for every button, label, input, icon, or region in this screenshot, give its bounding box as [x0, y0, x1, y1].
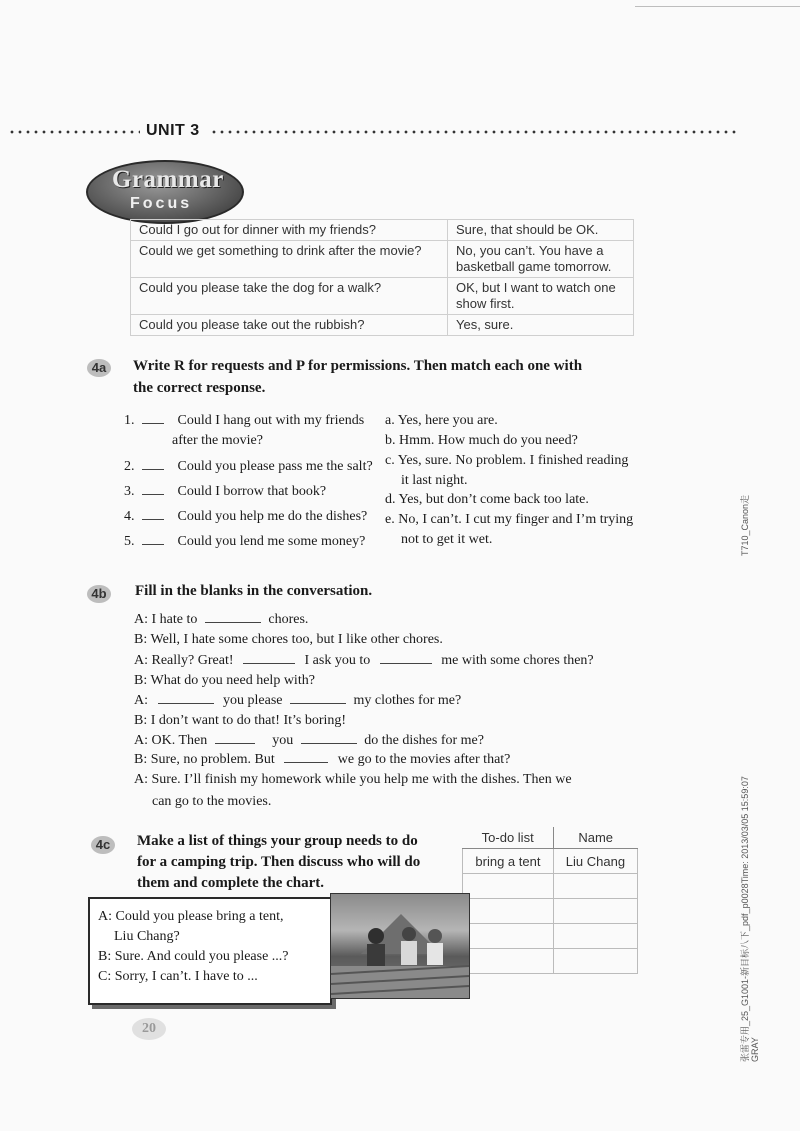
camping-photo-illustration [331, 894, 469, 998]
dialogue-line-2: B: Well, I hate some chores too, but I like other chores. [134, 632, 443, 647]
line-text: A: [134, 693, 148, 708]
column-header: Name [553, 827, 637, 849]
table-cell: Yes, sure. [448, 315, 634, 336]
question-number: 5. [124, 534, 135, 549]
response-c [385, 451, 628, 471]
question-2 [124, 457, 373, 477]
response-e [385, 510, 633, 530]
table-row [463, 949, 638, 974]
fill-blank[interactable] [158, 703, 214, 704]
dialogue-line-6: B: I don’t want to do that! It’s boring! [134, 713, 347, 728]
question-text: Could you lend me some money? [177, 534, 366, 549]
line-text: you please [223, 693, 283, 708]
fill-blank[interactable] [215, 743, 255, 744]
table-cell[interactable] [553, 874, 637, 899]
answer-blank[interactable] [142, 544, 164, 545]
table-cell: Could you please take out the rubbish? [131, 315, 448, 336]
dotted-rule-right [210, 130, 738, 134]
answer-blank[interactable] [142, 494, 164, 495]
line-text: you [272, 733, 294, 748]
question-4 [124, 507, 367, 527]
instruction-line: for a camping trip. Then discuss who will do [137, 854, 421, 870]
section-4c-instruction [137, 831, 457, 894]
dialogue-line-4: B: What do you need help with? [134, 673, 315, 688]
fill-blank[interactable] [205, 622, 261, 623]
response-text: Hmm. How much do you need? [399, 433, 578, 448]
question-1 [124, 411, 364, 431]
instruction-line: Make a list of things your group needs to do [137, 833, 418, 849]
dotted-rule-left [8, 130, 140, 134]
table-row [463, 899, 638, 924]
table-row [463, 874, 638, 899]
section-4a-instruction [133, 355, 633, 399]
margin-stamp-3: GRAY [750, 1037, 760, 1062]
instruction-line: Write R for requests and P for permissions. Then match each one with [133, 358, 583, 374]
table-cell[interactable] [553, 949, 637, 974]
table-row [131, 220, 634, 241]
line-text: A: OK. Then [134, 733, 208, 748]
line-text: A: Really? Great! [134, 653, 234, 668]
answer-blank[interactable] [142, 469, 164, 470]
dialogue-line-1 [134, 610, 308, 630]
response-a [385, 411, 498, 431]
table-cell: Could I go out for dinner with my friends? [131, 220, 448, 241]
unit-heading: UNIT 3 [146, 122, 200, 139]
question-number: 3. [124, 484, 135, 499]
dialog-line: C: Sorry, I can’t. I have to ... [98, 969, 258, 984]
fill-blank[interactable] [290, 703, 346, 704]
line-text: me with some chores then? [441, 653, 594, 668]
page-number: 20 [132, 1018, 166, 1040]
table-row [131, 241, 634, 278]
table-cell[interactable] [553, 899, 637, 924]
response-text: Yes, but don’t come back too late. [398, 492, 589, 507]
response-e-cont: not to get it wet. [401, 532, 493, 547]
table-row [463, 924, 638, 949]
question-3 [124, 482, 326, 502]
camping-photo [330, 893, 470, 999]
example-dialog-box [88, 897, 332, 1005]
section-4a-badge: 4a [87, 359, 111, 377]
table-row [131, 315, 634, 336]
dialog-line: B: Sure. And could you please ...? [98, 949, 289, 964]
question-text: Could I borrow that book? [177, 484, 327, 499]
fill-blank[interactable] [301, 743, 357, 744]
table-cell: No, you can’t. You have a basketball game tomorrow. [448, 241, 634, 278]
question-number: 4. [124, 509, 135, 524]
response-letter: a. [385, 413, 395, 428]
line-text: do the dishes for me? [364, 733, 484, 748]
response-text: Yes, here you are. [397, 413, 498, 428]
question-5 [124, 532, 365, 552]
top-rule [635, 6, 800, 7]
line-text: B: Sure, no problem. But [134, 752, 275, 767]
response-letter: d. [385, 492, 396, 507]
section-4b-instruction: Fill in the blanks in the conversation. [135, 583, 373, 599]
response-b [385, 431, 578, 451]
dialogue-line-5 [134, 691, 461, 711]
table-cell[interactable] [463, 874, 554, 899]
dialogue-line-3 [134, 651, 594, 671]
table-cell: Could we get something to drink after the movie? [131, 241, 448, 278]
response-text: Yes, sure. No problem. I finished reading [397, 453, 629, 468]
line-text: we go to the movies after that? [337, 752, 511, 767]
line-text: chores. [268, 612, 309, 627]
table-cell[interactable] [553, 924, 637, 949]
answer-blank[interactable] [142, 423, 164, 424]
fill-blank[interactable] [284, 762, 328, 763]
column-header: To-do list [463, 827, 554, 849]
section-4c-badge: 4c [91, 836, 115, 854]
fill-blank[interactable] [243, 663, 295, 664]
response-c-cont: it last night. [401, 473, 468, 488]
table-row [463, 849, 638, 874]
response-letter: e. [385, 512, 395, 527]
question-text: Could you help me do the dishes? [177, 509, 368, 524]
margin-stamp-1: T710_Canon走 [740, 494, 750, 556]
response-text: No, I can’t. I cut my finger and I’m trying [398, 512, 634, 527]
table-cell[interactable] [463, 899, 554, 924]
table-cell: Liu Chang [553, 849, 637, 874]
dialog-line: A: Could you please bring a tent, [98, 909, 284, 924]
table-header-row [463, 827, 638, 849]
question-text: Could I hang out with my friends [177, 413, 365, 428]
fill-blank[interactable] [380, 663, 432, 664]
table-cell: OK, but I want to watch one show first. [448, 278, 634, 315]
dialogue-line-10: can go to the movies. [152, 794, 272, 809]
table-cell: Could you please take the dog for a walk? [131, 278, 448, 315]
badge-title: Grammar [112, 166, 224, 193]
dialog-line: Liu Chang? [114, 929, 180, 944]
table-cell[interactable] [463, 949, 554, 974]
line-text: my clothes for me? [353, 693, 462, 708]
response-letter: c. [385, 453, 395, 468]
question-1-cont: after the movie? [172, 433, 263, 448]
dialogue-line-8 [134, 750, 510, 770]
question-text: Could you please pass me the salt? [177, 459, 373, 474]
section-4b-badge: 4b [87, 585, 111, 603]
response-letter: b. [385, 433, 396, 448]
table-row [131, 278, 634, 315]
margin-stamp-2: 张雷专用_25_G1001-新目标八下_pdf_p0028Time: 2013/03/05 15:59:07 [740, 776, 750, 1062]
response-d [385, 490, 589, 510]
badge-subtitle: Focus [130, 195, 193, 212]
dialogue-line-7 [134, 731, 484, 751]
line-text: A: I hate to [134, 612, 198, 627]
table-cell[interactable] [463, 924, 554, 949]
grammar-focus-table [130, 219, 634, 336]
instruction-line: the correct response. [133, 380, 266, 396]
question-number: 2. [124, 459, 135, 474]
grammar-focus-badge [86, 160, 244, 224]
dialogue-line-9: A: Sure. I’ll finish my homework while you help me with the dishes. Then we [134, 772, 572, 787]
answer-blank[interactable] [142, 519, 164, 520]
todo-chart [462, 827, 638, 974]
table-cell: bring a tent [463, 849, 554, 874]
line-text: I ask you to [304, 653, 371, 668]
question-number: 1. [124, 413, 135, 428]
table-cell: Sure, that should be OK. [448, 220, 634, 241]
instruction-line: them and complete the chart. [137, 875, 325, 891]
